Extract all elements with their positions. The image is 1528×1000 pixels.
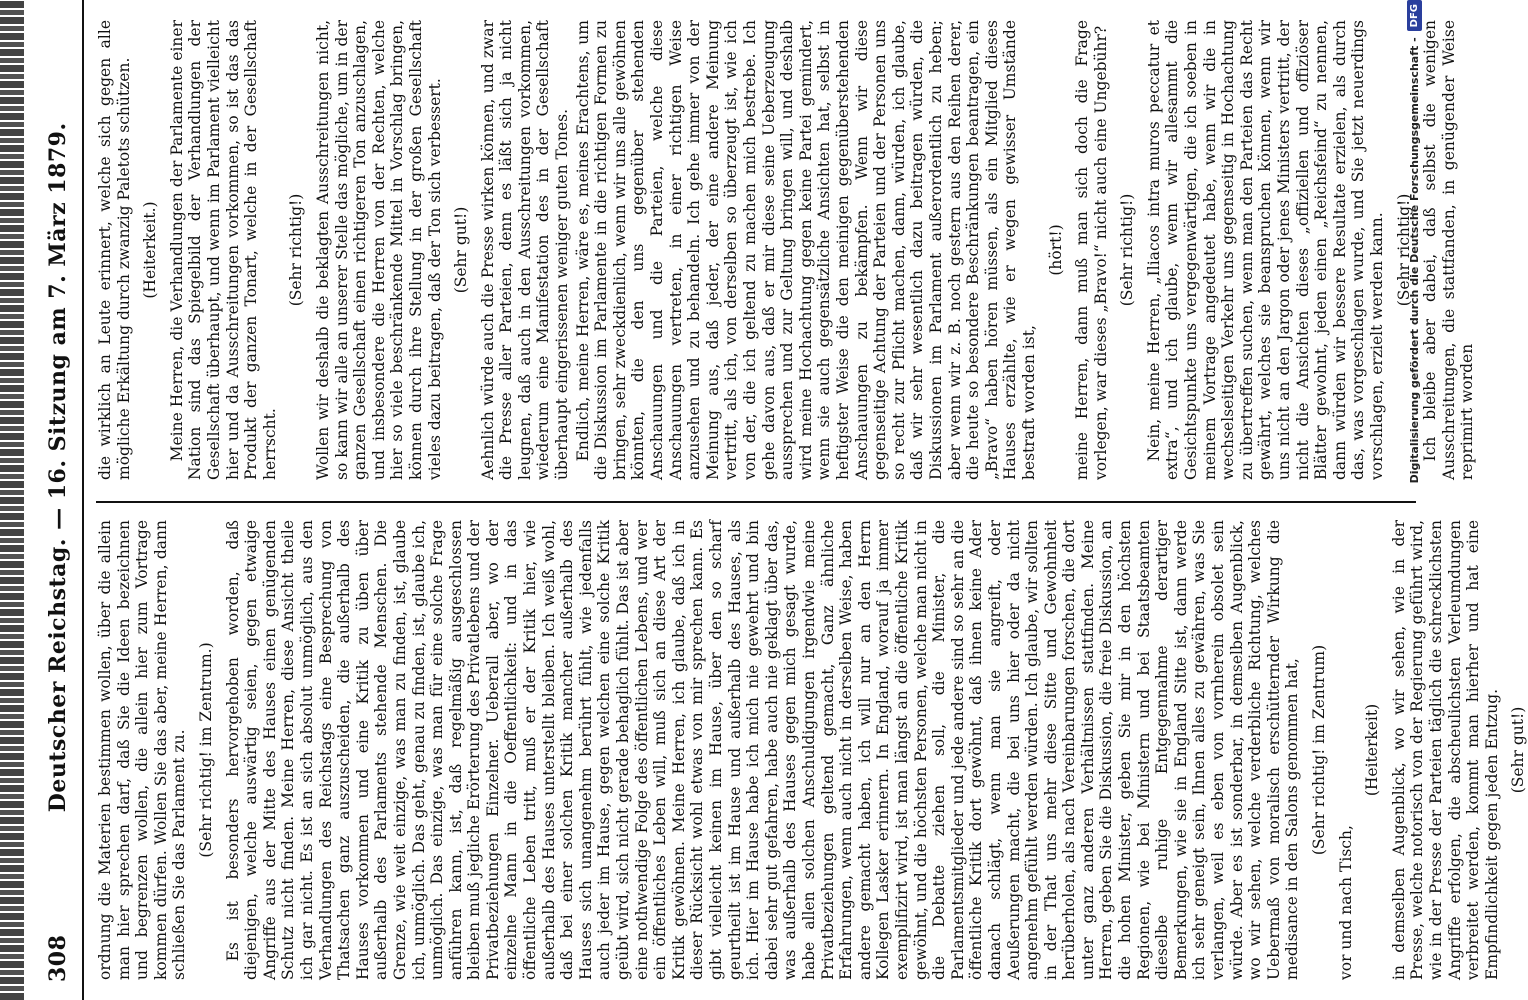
interjection: (Sehr richtig!)	[1118, 193, 1137, 307]
paragraph: die wirklich an Leute erinnert, welche sich gegen alle mögliche Erkältung durch zwanzig Paletots schützen.	[96, 20, 133, 480]
interjection: (Heiterkeit.)	[141, 201, 160, 299]
interjection: (Sehr richtig! im Zentrum)	[1310, 644, 1328, 856]
left-column	[96, 520, 1528, 980]
digitization-credit-strip	[1395, 0, 1432, 1000]
page-edge-bleed	[0, 0, 24, 1000]
paragraph: Meine Herren, die Verhandlungen der Parlamente einer Nation sind das Spiegelbild der Verhandlungen der Gesellschaft überhaupt, und wenn im Parlament vielleicht hier und da Ausschreitungen vorkommen, so ist das das Produkt der ganzen Tonart, welche in der Gesellschaft herrscht.	[167, 20, 279, 480]
interjection: (Sehr richtig!)	[1394, 193, 1413, 307]
header-rule	[82, 0, 84, 1000]
paragraph: meine Herren, dann muß man sich doch die Frage vorlegen, war dieses „Bravo!“ nicht auch eine Ungebühr?	[1073, 20, 1110, 480]
paragraph: in demselben Augenblick, wo wir sehen, wie in der Presse, welche notorisch von der Regierung geführt wird, wie in der Presse der Parteien täglich die schrecklichsten Angriffe erfolgen, die abscheulichsten Verleumdungen verbreitet werden, kommt man hierher und hat eine Empfindlichkeit gegen jeden Entzug.	[1389, 520, 1501, 980]
running-title: Deutscher Reichstag. — 16. Sitzung am 7. März 1879.	[45, 122, 71, 813]
interjection: (hört!)	[1046, 224, 1065, 276]
digitization-credit	[1399, 0, 1429, 990]
interjection: (Sehr gut!)	[1509, 706, 1528, 794]
dfg-logo: DFG	[1407, 0, 1422, 31]
paragraph: Aehnlich würde auch die Presse wirken können, und zwar die Presse aller Parteien, denn es läßt sich ja nicht leugnen, daß auch in den Ausschreitungen vorkommen, wiederum eine Manifestation des in der Gesellschaft überhaupt eingerissenen weniger guten Tones.	[478, 20, 572, 480]
paragraph: Es ist besonders hervorgehoben worden, daß diejenigen, welche auswärtig seien, gegen etwaige Angriffe aus der Mitte des Hauses einen genügenden Schutz nicht finden. Meine Herren, diese Ansicht theile ich gar nicht. Es ist an sich absolut unmöglich, aus den Verhandlungen des Reichstags eine Besprechung von Thatsachen ganz auszuscheiden, die außerhalb des Hauses vorkommen und eine Kritik zu üben über außerhalb des Parlaments stehende Menschen. Die Grenze, wie weit einzige, was man zu finden, ist, glaube ich, unmöglich. Das geht, genau zu finden, ist, glaube ich, unmöglich. Das einzige, was man für eine solche Frage anführen kann, ist, daß regelmäßig ausgeschlossen bleiben muß jegliche Erörterung des Privatlebens und der Privatbeziehungen Einzelner. Ueberall aber, wo der einzelne Mann in die Oeffentlichkeit: und in das öffentliche Leben tritt, muß er der Kritik hier, wie außerhalb des Hauses unterstellt bleiben. Ich weiß wohl, daß bei einer solchen Kritik mancher außerhalb des Hauses sich unangenehm berührt fühlt, wie jedenfalls auch jeder im Hause, gegen welchen eine solche Kritik geübt wird, sich nicht gerade behaglich fühlt. Das ist aber eine nothwendige Folge des öffentlichen Lebens, und wer ein öffentliches Leben will, muß sich an diese Art der Kritik gewöhnen. Meine Herren, ich glaube, daß ich in dieser Rücksicht wohl etwas von mir sprechen kann. Es gibt vielleicht keinen im Hause, über den so scharf geurtheilt ist im Hause und außerhalb des Hauses, als ich. Hier im Hause habe ich mich nie gewehrt und bin dabei sehr gut gefahren, habe auch nie geklagt über das, was außerhalb des Hauses gegen mich gesagt wurde, habe allen solchen Anschuldigungen irgendwie meine Privatbeziehungen geltend gemacht, Ganz ähnliche Erfahrungen, wenn auch nicht in derselben Weise, haben andere gemacht haben, ich will nur an den Herrn Kollegen Lasker erinnern. In England, worauf ja immer exemplifizirt wird, ist man längst an die öffentliche Kritik gewöhnt, und die höchsten Personen, welche man nicht in die Debatte ziehen soll, die Minister, die Parlamentsmitglieder und jede andere sind so sehr an die öffentliche Kritik dort gewöhnt, daß ihnen keine Ader danach schlägt, wenn man sie angreift, oder Aeußerungen macht, die bei uns hier oder da nicht angenehm gefühlt werden würden. Ich glaube, wir sollten in der That uns mehr diese Sitte und Gewohnheit herüberholen, als nach Vereinbarungen forschen, die dort unter ganz anderen Verhältnissen stattfinden. Meine Herren, geben Sie die Diskussion, die freie Diskussion, an die hohen Minister, geben Sie mir in den höchsten Regionen, wie bei Ministern und bei Staatsbeamten dieselbe ruhige Entgegennahme derartiger Bemerkungen, wie sie in England Sitte ist, dann werde ich sehr geneigt sein, Ihnen alles zu gewähren, was Sie verlangen, weil es eben von vornherein obsolet sein würde. Aber es ist sonderbar, in demselben Augenblick, wo wir sehen, welche verderbliche Richtung, welches Uebermaß von moralisch erschütternder Wirkung die medisance in den Salons genommen hat,	[223, 520, 1302, 980]
paragraph: Endlich, meine Herren, wäre es, meines Erachtens, um die Diskussion im Parlamente in die richtigen Formen zu bringen, sehr zweckdienlich, wenn wir uns alle gewöhnen könnten, die den uns gegenüber stehenden Anschauungen und die Parteien, welche diese Anschauungen vertreten, in einer richtigen Weise anzusehen und zu behandeln. Ich gehe immer von der Meinung aus, daß jeder, der eine andere Meinung vertritt, als ich, von derselben so überzeugt ist, wie ich von der, die ich geltend zu machen mich bestrebe. Ich gehe davon aus, daß er mir diese seine Ueberzeugung aussprechen und zur Geltung bringen will, und deshalb wird meine Hochachtung gegen keine Partei gemindert, wenn sie auch gegensätzliche Ansichten hat, selbst in heftigster Weise die den meinigen gegenüberstehenden Anschauungen zu bekämpfen. Wenn wir diese gegenseitige Achtung der Parteien und der Personen uns so recht zur Pflicht machen, dann, würden, ich glaube, daß wir sehr wesentlich dazu beitragen würden, die Diskussionen im Parlament außerordentlich zu heben; aber wenn wir z. B. noch gestern aus den Reihen derer, die heute so besondere Beschränkungen beantragen, ein „Bravo“ haben hören müssen, als ein Mitglied dieses Hauses erzählte, wie er wegen gewisser Umstände bestraft worden ist,	[573, 20, 1038, 480]
paragraph: Wollen wir deshalb die beklagten Ausschreitungen nicht, so kann wir alle an unserer Stelle das mögliche, um in der ganzen Gesellschaft einen richtigeren Ton anzuschlagen, und insbesondere die Herren von der Rechten, welche hier so viele beschränkende Mittel in Vorschlag bringen, können durch ihre Stellung in der großen Gesellschaft vieles dazu beitragen, daß der Ton sich verbessert.	[313, 20, 444, 480]
interjection: (Heiterkeit)	[1363, 703, 1382, 797]
page-header	[38, 0, 78, 1000]
credit-text: Digitalisierung gefördert durch die Deutsche Forschungsgemeinschaft -	[1407, 37, 1421, 484]
paragraph: ordnung die Materien bestimmen wollen, über die allein man hier sprechen darf, daß Sie die Ideen bezeichnen und begrenzen wollen, die allein hier zum Vortrage kommen dürfen. Wollen Sie das aber, meine Herren, dann schließen Sie das Parlament zu.	[96, 520, 189, 980]
interjection: (Sehr gut!)	[452, 206, 471, 294]
interjection: (Sehr richtig! im Zentrum.)	[196, 642, 215, 858]
paragraph: Ich bleibe aber dabei, daß selbst die wenigen Ausschreitungen, die stattfanden, in genügender Weise reprimirt worden	[1421, 20, 1477, 480]
paragraph: Nein, meine Herren, „Iliacos intra muros peccatur et extra“, und ich glaube, wenn wir allesammt die Gesichtspunkte uns vergegenwärtigen, die ich soeben in meinem Vortrage angedeutet habe, wenn wir die in wechselseitigen Verkehr uns gegenseitig in Hochachtung zu übertreffen suchen, wenn man den Parteien das Recht gewährt, welches sie beanspruchen können, wenn wir uns nicht an den Jargon oder jenes Ministers vertritt, der nicht die Ansichten dieses „offiziellen und offiziöser Blätter gewohnt, jeden einen „Reichsfeind“ zu nennen, dann würden wir bessere Resultate erzielen, als durch das, was vorgeschlagen wurde, und Sie jetzt neuerdings vorschlagen, erzielt werden kann.	[1144, 20, 1386, 480]
column-divider	[96, 501, 1416, 503]
right-column	[96, 20, 1477, 480]
page-number: 308	[45, 934, 71, 982]
paragraph: vor und nach Tisch,	[1336, 825, 1355, 980]
interjection: (Sehr richtig!)	[287, 193, 306, 307]
